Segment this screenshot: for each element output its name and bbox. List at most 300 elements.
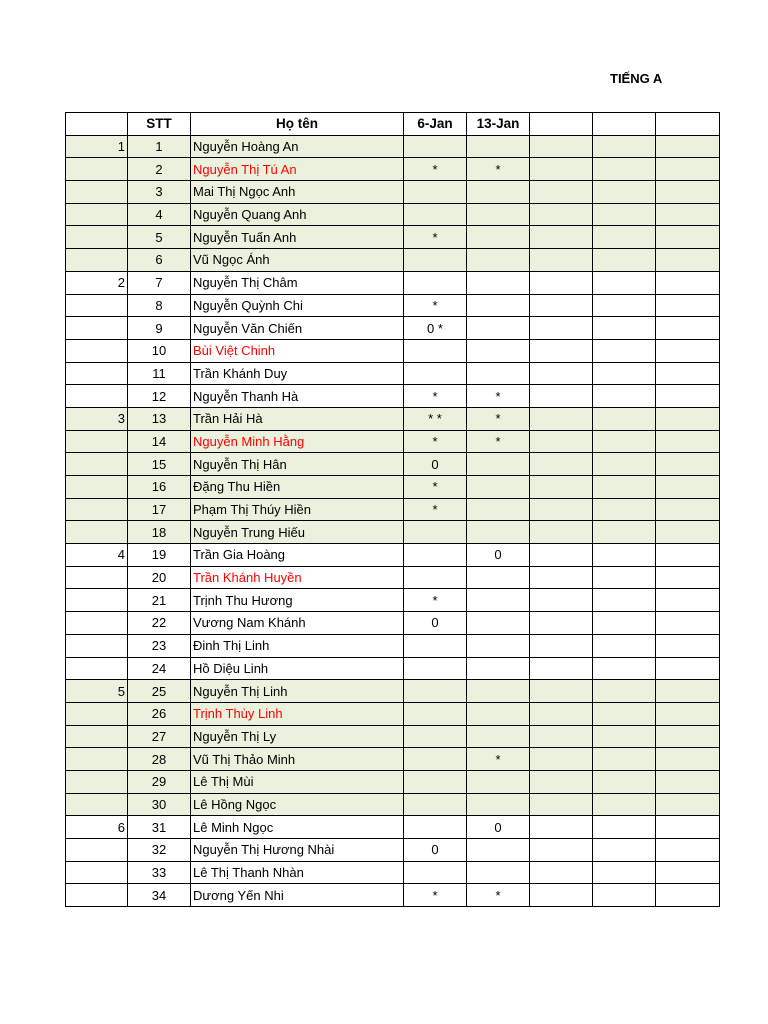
name-cell[interactable]: Lê Thị Mùi [191, 770, 404, 793]
table-row [66, 453, 720, 476]
stt-cell[interactable]: 21 [128, 589, 191, 612]
empty-cell[interactable] [593, 407, 656, 430]
name-cell[interactable]: Phạm Thị Thúy Hiền [191, 498, 404, 521]
date-1-cell[interactable] [404, 748, 467, 771]
empty-cell[interactable] [593, 725, 656, 748]
empty-cell[interactable] [530, 589, 593, 612]
date-2-cell[interactable] [467, 249, 530, 272]
group-cell[interactable] [66, 317, 128, 340]
group-cell[interactable]: 2 [66, 271, 128, 294]
date-2-cell[interactable] [467, 634, 530, 657]
empty-cell[interactable] [593, 793, 656, 816]
name-cell[interactable]: Mai Thị Ngọc Anh [191, 181, 404, 204]
date-1-cell[interactable] [404, 362, 467, 385]
empty-cell[interactable] [530, 430, 593, 453]
group-cell[interactable] [66, 158, 128, 181]
empty-cell[interactable] [593, 589, 656, 612]
name-cell[interactable]: Nguyễn Hoàng An [191, 135, 404, 158]
stt-cell[interactable]: 19 [128, 544, 191, 567]
date-2-cell[interactable] [467, 589, 530, 612]
name-cell[interactable]: Trần Hải Hà [191, 407, 404, 430]
empty-cell[interactable] [530, 702, 593, 725]
group-cell[interactable] [66, 249, 128, 272]
stt-cell[interactable]: 24 [128, 657, 191, 680]
empty-cell[interactable] [656, 203, 720, 226]
empty-cell[interactable] [593, 135, 656, 158]
date-1-cell[interactable] [404, 770, 467, 793]
empty-cell[interactable] [530, 226, 593, 249]
empty-cell[interactable] [656, 521, 720, 544]
name-cell[interactable]: Nguyễn Tuấn Anh [191, 226, 404, 249]
empty-cell[interactable] [530, 407, 593, 430]
group-cell[interactable]: 4 [66, 544, 128, 567]
empty-cell[interactable] [593, 748, 656, 771]
header-empty-3[interactable] [656, 113, 720, 136]
empty-cell[interactable] [656, 725, 720, 748]
header-row [66, 113, 720, 136]
stt-cell[interactable]: 18 [128, 521, 191, 544]
name-cell[interactable]: Nguyễn Thị Ly [191, 725, 404, 748]
table-row [66, 135, 720, 158]
table-row [66, 226, 720, 249]
stt-cell[interactable]: 10 [128, 339, 191, 362]
group-cell[interactable] [66, 793, 128, 816]
empty-cell[interactable] [593, 634, 656, 657]
empty-cell[interactable] [593, 680, 656, 703]
group-cell[interactable] [66, 430, 128, 453]
empty-cell[interactable] [656, 407, 720, 430]
empty-cell[interactable] [593, 294, 656, 317]
date-1-cell[interactable]: 0 [404, 453, 467, 476]
name-cell[interactable]: Nguyễn Minh Hằng [191, 430, 404, 453]
group-cell[interactable] [66, 566, 128, 589]
date-1-cell[interactable]: 0 * [404, 317, 467, 340]
empty-cell[interactable] [530, 566, 593, 589]
stt-cell[interactable]: 14 [128, 430, 191, 453]
date-2-cell[interactable] [467, 498, 530, 521]
stt-cell[interactable]: 9 [128, 317, 191, 340]
name-cell[interactable]: Nguyễn Thị Hương Nhài [191, 839, 404, 862]
group-cell[interactable] [66, 634, 128, 657]
date-1-cell[interactable] [404, 793, 467, 816]
name-cell[interactable]: Nguyễn Thị Hân [191, 453, 404, 476]
name-cell[interactable]: Nguyễn Thị Linh [191, 680, 404, 703]
group-cell[interactable] [66, 498, 128, 521]
empty-cell[interactable] [656, 430, 720, 453]
empty-cell[interactable] [656, 793, 720, 816]
stt-cell[interactable]: 26 [128, 702, 191, 725]
empty-cell[interactable] [530, 793, 593, 816]
group-cell[interactable]: 5 [66, 680, 128, 703]
date-2-cell[interactable] [467, 226, 530, 249]
date-2-cell[interactable] [467, 680, 530, 703]
stt-cell[interactable]: 7 [128, 271, 191, 294]
empty-cell[interactable] [656, 612, 720, 635]
date-1-cell[interactable] [404, 702, 467, 725]
name-cell[interactable]: Hồ Diệu Linh [191, 657, 404, 680]
empty-cell[interactable] [530, 135, 593, 158]
group-cell[interactable] [66, 725, 128, 748]
date-2-cell[interactable] [467, 839, 530, 862]
date-1-cell[interactable]: * [404, 158, 467, 181]
header-group [66, 113, 128, 136]
date-2-cell[interactable]: * [467, 158, 530, 181]
date-1-cell[interactable] [404, 249, 467, 272]
empty-cell[interactable] [656, 271, 720, 294]
header-stt[interactable]: STT [128, 113, 191, 136]
empty-cell[interactable] [530, 158, 593, 181]
date-2-cell[interactable] [467, 476, 530, 499]
group-cell[interactable] [66, 702, 128, 725]
empty-cell[interactable] [530, 294, 593, 317]
group-cell[interactable] [66, 884, 128, 907]
stt-cell[interactable]: 34 [128, 884, 191, 907]
date-1-cell[interactable]: * [404, 476, 467, 499]
name-cell[interactable]: Vũ Ngọc Ánh [191, 249, 404, 272]
date-1-cell[interactable] [404, 816, 467, 839]
date-2-cell[interactable]: * [467, 407, 530, 430]
group-cell[interactable] [66, 181, 128, 204]
name-cell[interactable]: Dương Yến Nhi [191, 884, 404, 907]
name-cell[interactable]: Trần Khánh Duy [191, 362, 404, 385]
table-row [66, 181, 720, 204]
table-row [66, 839, 720, 862]
table-row [66, 158, 720, 181]
group-cell[interactable] [66, 770, 128, 793]
header-empty-1[interactable] [530, 113, 593, 136]
empty-cell[interactable] [656, 317, 720, 340]
empty-cell[interactable] [593, 249, 656, 272]
empty-cell[interactable] [656, 453, 720, 476]
empty-cell[interactable] [530, 725, 593, 748]
empty-cell[interactable] [656, 770, 720, 793]
empty-cell[interactable] [530, 203, 593, 226]
stt-cell[interactable]: 3 [128, 181, 191, 204]
date-1-cell[interactable] [404, 521, 467, 544]
date-1-cell[interactable] [404, 135, 467, 158]
empty-cell[interactable] [530, 657, 593, 680]
date-2-cell[interactable] [467, 521, 530, 544]
stt-cell[interactable]: 6 [128, 249, 191, 272]
group-cell[interactable] [66, 453, 128, 476]
empty-cell[interactable] [593, 339, 656, 362]
name-cell[interactable]: Trịnh Thùy Linh [191, 702, 404, 725]
group-cell[interactable]: 3 [66, 407, 128, 430]
date-1-cell[interactable]: * [404, 385, 467, 408]
empty-cell[interactable] [530, 249, 593, 272]
stt-cell[interactable]: 25 [128, 680, 191, 703]
empty-cell[interactable] [593, 181, 656, 204]
date-2-cell[interactable] [467, 793, 530, 816]
empty-cell[interactable] [656, 589, 720, 612]
empty-cell[interactable] [530, 680, 593, 703]
empty-cell[interactable] [593, 521, 656, 544]
empty-cell[interactable] [656, 634, 720, 657]
date-1-cell[interactable] [404, 339, 467, 362]
stt-cell[interactable]: 27 [128, 725, 191, 748]
date-1-cell[interactable] [404, 271, 467, 294]
date-2-cell[interactable] [467, 362, 530, 385]
empty-cell[interactable] [656, 544, 720, 567]
date-1-cell[interactable]: * * [404, 407, 467, 430]
empty-cell[interactable] [593, 385, 656, 408]
date-2-cell[interactable]: 0 [467, 544, 530, 567]
empty-cell[interactable] [656, 884, 720, 907]
date-1-cell[interactable]: * [404, 294, 467, 317]
empty-cell[interactable] [656, 566, 720, 589]
date-2-cell[interactable] [467, 861, 530, 884]
group-cell[interactable] [66, 294, 128, 317]
name-cell[interactable]: Nguyễn Thanh Hà [191, 385, 404, 408]
empty-cell[interactable] [593, 362, 656, 385]
empty-cell[interactable] [593, 226, 656, 249]
date-2-cell[interactable]: * [467, 430, 530, 453]
name-cell[interactable]: Nguyễn Trung Hiếu [191, 521, 404, 544]
stt-cell[interactable]: 16 [128, 476, 191, 499]
empty-cell[interactable] [593, 657, 656, 680]
date-2-cell[interactable] [467, 702, 530, 725]
date-1-cell[interactable]: * [404, 430, 467, 453]
date-2-cell[interactable] [467, 453, 530, 476]
empty-cell[interactable] [530, 839, 593, 862]
stt-cell[interactable]: 30 [128, 793, 191, 816]
date-2-cell[interactable] [467, 203, 530, 226]
empty-cell[interactable] [530, 816, 593, 839]
empty-cell[interactable] [656, 181, 720, 204]
empty-cell[interactable] [593, 839, 656, 862]
empty-cell[interactable] [656, 362, 720, 385]
header-empty-2[interactable] [593, 113, 656, 136]
group-cell[interactable] [66, 339, 128, 362]
date-1-cell[interactable]: 0 [404, 839, 467, 862]
empty-cell[interactable] [530, 861, 593, 884]
stt-cell[interactable]: 12 [128, 385, 191, 408]
stt-cell[interactable]: 28 [128, 748, 191, 771]
date-1-cell[interactable] [404, 680, 467, 703]
empty-cell[interactable] [656, 748, 720, 771]
empty-cell[interactable] [593, 317, 656, 340]
table-row [66, 748, 720, 771]
table-row [66, 430, 720, 453]
group-cell[interactable] [66, 226, 128, 249]
name-cell[interactable]: Lê Thị Thanh Nhàn [191, 861, 404, 884]
date-2-cell[interactable] [467, 271, 530, 294]
empty-cell[interactable] [530, 612, 593, 635]
stt-cell[interactable]: 4 [128, 203, 191, 226]
group-cell[interactable] [66, 748, 128, 771]
empty-cell[interactable] [656, 702, 720, 725]
table-row [66, 884, 720, 907]
empty-cell[interactable] [530, 884, 593, 907]
empty-cell[interactable] [530, 748, 593, 771]
stt-cell[interactable]: 15 [128, 453, 191, 476]
empty-cell[interactable] [530, 453, 593, 476]
group-cell[interactable] [66, 362, 128, 385]
attendance-table [65, 112, 720, 907]
empty-cell[interactable] [656, 294, 720, 317]
table-row [66, 770, 720, 793]
date-1-cell[interactable] [404, 544, 467, 567]
name-cell[interactable]: Lê Minh Ngọc [191, 816, 404, 839]
name-cell[interactable]: Đinh Thị Linh [191, 634, 404, 657]
date-1-cell[interactable]: * [404, 226, 467, 249]
empty-cell[interactable] [656, 861, 720, 884]
date-1-cell[interactable] [404, 203, 467, 226]
stt-cell[interactable]: 17 [128, 498, 191, 521]
empty-cell[interactable] [530, 521, 593, 544]
date-1-cell[interactable] [404, 725, 467, 748]
group-cell[interactable] [66, 521, 128, 544]
empty-cell[interactable] [656, 839, 720, 862]
stt-cell[interactable]: 2 [128, 158, 191, 181]
empty-cell[interactable] [593, 158, 656, 181]
empty-cell[interactable] [530, 362, 593, 385]
empty-cell[interactable] [530, 634, 593, 657]
table-row [66, 657, 720, 680]
empty-cell[interactable] [530, 544, 593, 567]
group-cell[interactable]: 6 [66, 816, 128, 839]
stt-cell[interactable]: 31 [128, 816, 191, 839]
empty-cell[interactable] [656, 385, 720, 408]
date-1-cell[interactable] [404, 566, 467, 589]
empty-cell[interactable] [530, 317, 593, 340]
stt-cell[interactable]: 33 [128, 861, 191, 884]
stt-cell[interactable]: 22 [128, 612, 191, 635]
table-row [66, 362, 720, 385]
date-2-cell[interactable] [467, 657, 530, 680]
name-cell[interactable]: Bùi Việt Chinh [191, 339, 404, 362]
stt-cell[interactable]: 23 [128, 634, 191, 657]
date-2-cell[interactable] [467, 339, 530, 362]
empty-cell[interactable] [530, 271, 593, 294]
empty-cell[interactable] [593, 203, 656, 226]
date-2-cell[interactable] [467, 612, 530, 635]
date-2-cell[interactable] [467, 135, 530, 158]
date-2-cell[interactable] [467, 317, 530, 340]
name-cell[interactable]: Nguyễn Quỳnh Chi [191, 294, 404, 317]
date-1-cell[interactable] [404, 657, 467, 680]
date-1-cell[interactable]: * [404, 498, 467, 521]
stt-cell[interactable]: 5 [128, 226, 191, 249]
name-cell[interactable]: Vũ Thị Thảo Minh [191, 748, 404, 771]
empty-cell[interactable] [593, 566, 656, 589]
name-cell[interactable]: Vương Nam Khánh [191, 612, 404, 635]
name-cell[interactable]: Lê Hồng Ngọc [191, 793, 404, 816]
empty-cell[interactable] [656, 816, 720, 839]
group-cell[interactable] [66, 589, 128, 612]
group-cell[interactable] [66, 203, 128, 226]
empty-cell[interactable] [656, 498, 720, 521]
date-2-cell[interactable] [467, 181, 530, 204]
empty-cell[interactable] [656, 226, 720, 249]
empty-cell[interactable] [656, 657, 720, 680]
group-cell[interactable] [66, 839, 128, 862]
name-cell[interactable]: Nguyễn Quang Anh [191, 203, 404, 226]
empty-cell[interactable] [530, 770, 593, 793]
date-2-cell[interactable] [467, 566, 530, 589]
empty-cell[interactable] [593, 498, 656, 521]
date-1-cell[interactable] [404, 861, 467, 884]
table-row [66, 339, 720, 362]
date-1-cell[interactable] [404, 634, 467, 657]
date-2-cell[interactable] [467, 294, 530, 317]
empty-cell[interactable] [656, 135, 720, 158]
group-cell[interactable] [66, 385, 128, 408]
empty-cell[interactable] [593, 544, 656, 567]
empty-cell[interactable] [593, 861, 656, 884]
date-1-cell[interactable]: * [404, 589, 467, 612]
empty-cell[interactable] [593, 770, 656, 793]
date-1-cell[interactable]: 0 [404, 612, 467, 635]
table-row [66, 861, 720, 884]
date-2-cell[interactable]: * [467, 748, 530, 771]
date-1-cell[interactable] [404, 181, 467, 204]
empty-cell[interactable] [593, 612, 656, 635]
name-cell[interactable]: Nguyễn Thị Tú An [191, 158, 404, 181]
header-name[interactable]: Họ tên [191, 113, 404, 136]
empty-cell[interactable] [656, 339, 720, 362]
name-cell[interactable]: Đặng Thu Hiền [191, 476, 404, 499]
header-date-2[interactable]: 13-Jan [467, 113, 530, 136]
header-date-1[interactable]: 6-Jan [404, 113, 467, 136]
name-cell[interactable]: Trịnh Thu Hương [191, 589, 404, 612]
table-row [66, 249, 720, 272]
empty-cell[interactable] [593, 476, 656, 499]
empty-cell[interactable] [530, 476, 593, 499]
date-2-cell[interactable] [467, 770, 530, 793]
empty-cell[interactable] [593, 453, 656, 476]
stt-cell[interactable]: 29 [128, 770, 191, 793]
empty-cell[interactable] [656, 158, 720, 181]
empty-cell[interactable] [530, 498, 593, 521]
empty-cell[interactable] [593, 430, 656, 453]
empty-cell[interactable] [593, 816, 656, 839]
stt-cell[interactable]: 8 [128, 294, 191, 317]
empty-cell[interactable] [530, 339, 593, 362]
stt-cell[interactable]: 20 [128, 566, 191, 589]
group-cell[interactable]: 1 [66, 135, 128, 158]
stt-cell[interactable]: 32 [128, 839, 191, 862]
stt-cell[interactable]: 11 [128, 362, 191, 385]
empty-cell[interactable] [593, 702, 656, 725]
empty-cell[interactable] [530, 181, 593, 204]
date-2-cell[interactable] [467, 725, 530, 748]
name-cell[interactable]: Trần Gia Hoàng [191, 544, 404, 567]
stt-cell[interactable]: 1 [128, 135, 191, 158]
group-cell[interactable] [66, 657, 128, 680]
empty-cell[interactable] [656, 476, 720, 499]
name-cell[interactable]: Nguyễn Thị Châm [191, 271, 404, 294]
empty-cell[interactable] [530, 385, 593, 408]
group-cell[interactable] [66, 861, 128, 884]
empty-cell[interactable] [593, 271, 656, 294]
name-cell[interactable]: Trần Khánh Huyền [191, 566, 404, 589]
table-row [66, 793, 720, 816]
stt-cell[interactable]: 13 [128, 407, 191, 430]
empty-cell[interactable] [656, 249, 720, 272]
group-cell[interactable] [66, 476, 128, 499]
table-row [66, 271, 720, 294]
date-2-cell[interactable]: 0 [467, 816, 530, 839]
date-1-cell[interactable]: * [404, 884, 467, 907]
empty-cell[interactable] [656, 680, 720, 703]
date-2-cell[interactable]: * [467, 884, 530, 907]
table-row [66, 725, 720, 748]
name-cell[interactable]: Nguyễn Văn Chiến [191, 317, 404, 340]
group-cell[interactable] [66, 612, 128, 635]
date-2-cell[interactable]: * [467, 385, 530, 408]
empty-cell[interactable] [593, 884, 656, 907]
